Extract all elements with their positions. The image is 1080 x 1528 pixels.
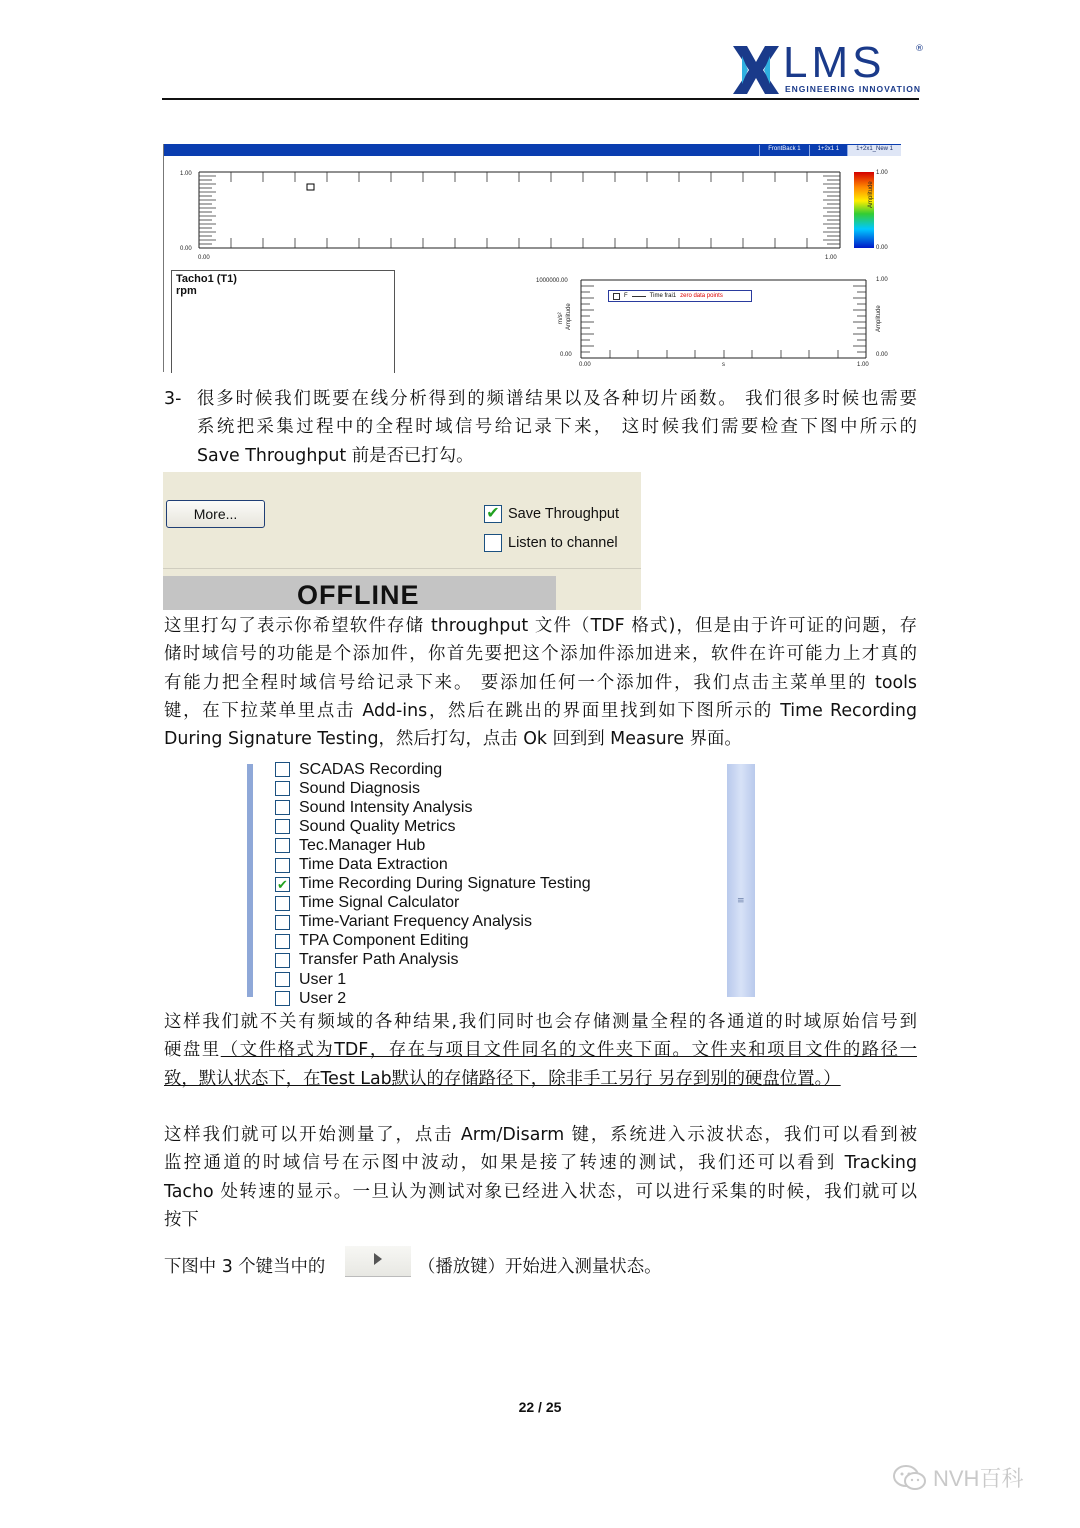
colorbar-label: Amplitude (868, 181, 874, 208)
legend-note: zero data points (680, 293, 723, 299)
paragraph-play-prefix: 下图中 3 个键当中的 (164, 1257, 326, 1277)
tab-1x2-new[interactable]: 1+2x1_New 1 (847, 145, 901, 156)
add-in-checkbox[interactable] (275, 896, 290, 911)
plot-window-screenshot (163, 144, 901, 372)
para1-line-4: 键，在下拉菜单里点击 Add-ins，然后在跳出的界面里找到如下图所示的 Time Recording (164, 700, 917, 721)
para1-line-5: During Signature Testing，然后打勾，点击 Ok 回到到 Measure 界面。 (164, 729, 742, 750)
para3-line-1: 这样我们就可以开始测量了，点击 Arm/Disarm 键，系统进入示波状态，我们可以看到被 (164, 1125, 917, 1145)
legend-line-icon (632, 296, 646, 297)
list-item[interactable] (275, 817, 591, 836)
list-item[interactable] (275, 760, 591, 779)
item-3-text (197, 385, 917, 470)
top-plot-x-right: 1.00 (825, 255, 837, 261)
list-item[interactable] (275, 913, 591, 932)
checkmark-icon: ✔ (486, 505, 500, 522)
bottom-plot-y-top: 1000000.00 (536, 278, 568, 284)
bottom-plot-y-bottom: 0.00 (560, 352, 572, 358)
list-item[interactable] (275, 855, 591, 874)
paragraph-add-ins (164, 612, 917, 753)
bottom-plot-y-unit: m/s² (558, 312, 564, 324)
add-in-label: Time-Variant Frequency Analysis (299, 913, 532, 931)
add-in-checkbox[interactable] (275, 915, 290, 930)
list-item[interactable] (275, 932, 591, 951)
play-button[interactable] (345, 1246, 411, 1277)
list-left-border (247, 764, 253, 997)
legend-series: Time frai1 (649, 293, 677, 299)
offline-status: OFFLINE (297, 580, 420, 610)
save-throughput-row[interactable] (484, 505, 619, 523)
item-3-line-1: 很多时候我们既要在线分析得到的频谱结果以及各种切片函数。 我们很多时候也需要 (197, 389, 917, 409)
add-in-label: Time Signal Calculator (299, 894, 460, 912)
save-throughput-checkbox[interactable] (484, 505, 502, 523)
bottom-plot-y-label: Amplitude (566, 303, 572, 330)
header-rule (162, 98, 919, 100)
watermark (893, 1462, 1023, 1493)
para3-line-4: 按下 (164, 1209, 199, 1230)
add-in-checkbox[interactable] (275, 800, 290, 815)
para2-line-1: 这样我们就不关有频域的各种结果,我们同时也会存储测量全程的各通道的时域原始信号到 (164, 1012, 917, 1032)
colorbar-top: 1.00 (876, 170, 888, 176)
lms-logo (733, 38, 924, 96)
para2-line-2-prefix: 硬盘里 (164, 1040, 221, 1061)
list-scrollbar[interactable] (727, 764, 755, 997)
more-button[interactable]: More... (166, 500, 265, 528)
lms-logo-mark-icon (733, 46, 779, 94)
add-in-checkbox[interactable] (275, 991, 290, 1006)
listen-to-channel-checkbox[interactable] (484, 534, 502, 552)
save-throughput-label: Save Throughput (508, 506, 619, 522)
bottom-plot-x-unit: s (722, 362, 725, 368)
list-item[interactable] (275, 894, 591, 913)
add-in-checkbox[interactable] (275, 838, 290, 853)
bottom-plot-x-left: 0.00 (579, 362, 591, 368)
add-in-checkbox[interactable] (275, 819, 290, 834)
add-in-label: Sound Intensity Analysis (299, 798, 473, 816)
add-in-label: SCADAS Recording (299, 760, 443, 778)
add-in-label: Transfer Path Analysis (299, 951, 459, 969)
add-in-label: User 1 (299, 970, 347, 988)
bottom-plot (164, 272, 901, 372)
item-3-line-3: Save Throughput 前是否已打勾。 (197, 445, 474, 466)
save-throughput-screenshot (163, 472, 641, 610)
top-plot (164, 156, 901, 284)
listen-to-channel-label: Listen to channel (508, 535, 618, 551)
plot-legend (608, 290, 752, 302)
para2-line-2-underlined: （文件格式为TDF，存在与项目文件同名的文件夹下面。文件夹和项目文件的路径一 (220, 1040, 917, 1061)
add-in-checkbox[interactable] (275, 781, 290, 796)
legend-square-icon (613, 293, 620, 300)
add-in-label: TPA Component Editing (299, 932, 469, 950)
paragraph-play-suffix: （播放键）开始进入测量状态。 (418, 1257, 662, 1277)
logo-tagline: ENGINEERING INNOVATION (785, 84, 921, 94)
add-in-checkbox[interactable] (275, 934, 290, 949)
top-plot-x-left: 0.00 (198, 255, 210, 261)
listen-to-channel-row[interactable] (484, 534, 618, 552)
para1-line-2: 储时域信号的功能是个添加件，你首先要把这个添加件添加进来，软件在许可能力上才真的 (164, 644, 917, 665)
add-in-label: Sound Diagnosis (299, 779, 420, 797)
para2-line-3 (164, 1065, 917, 1093)
add-in-label: Time Recording During Signature Testing (299, 875, 591, 893)
wechat-icon (893, 1464, 927, 1492)
tab-1x2[interactable]: 1+2x1 1 (809, 145, 848, 156)
bottom-plot-right-label: Amplitude (876, 305, 882, 332)
layout-tabs (759, 145, 901, 156)
scrollbar-grip-icon: ≡ (737, 896, 745, 906)
add-in-label: Time Data Extraction (299, 856, 448, 874)
top-plot-y-top: 1.00 (180, 171, 192, 177)
add-ins-list-screenshot (247, 760, 771, 1007)
add-in-checkbox[interactable] (275, 972, 290, 987)
add-in-checkbox[interactable] (275, 858, 290, 873)
paragraph-arm-disarm (164, 1121, 917, 1234)
add-in-label: Tec.Manager Hub (299, 836, 426, 854)
add-in-checkbox[interactable] (275, 762, 290, 777)
add-ins-list (275, 760, 591, 1008)
list-item[interactable] (275, 836, 591, 855)
add-in-checkbox[interactable] (275, 953, 290, 968)
para1-line-1: 这里打勾了表示你希望软件存储 throughput 文件（TDF 格式)，但是由于许可证的问题，存 (164, 616, 917, 636)
item-3-line-2: 系统把采集过程中的全程时域信号给记录下来， 这时候我们需要检查下图中所示的 (197, 417, 917, 438)
para3-line-2: 监控通道的时域信号在示图中波动，如果是接了转速的测试，我们还可以看到 Tracking (164, 1153, 917, 1174)
paragraph-tdf-storage (164, 1008, 917, 1093)
colorbar-bottom: 0.00 (876, 245, 888, 251)
tab-frontback[interactable]: FrontBack 1 (759, 145, 808, 156)
item-number: 3- (164, 389, 182, 409)
legend-f: F (624, 293, 628, 299)
list-item[interactable] (275, 989, 591, 1008)
play-icon (374, 1253, 382, 1265)
para1-line-3: 有能力把全程时域信号给记录下来。 要添加任何一个添加件，我们点击主菜单里的 tools (164, 672, 917, 693)
panel-divider (163, 568, 641, 569)
bottom-plot-right-bottom: 0.00 (876, 352, 888, 358)
list-item[interactable] (275, 970, 591, 989)
bottom-plot-right-top: 1.00 (876, 277, 888, 283)
para2-line-3-underlined: 致，默认状态下，在Test Lab默认的存储路径下，除非手工另行 另存到别的硬盘位置。） (164, 1068, 841, 1089)
list-item[interactable] (275, 779, 591, 798)
tacho-channel-label: Tacho1 (T1) (176, 273, 237, 285)
list-item[interactable] (275, 951, 591, 970)
top-plot-y-bottom: 0.00 (180, 246, 192, 252)
logo-registered-mark: ® (915, 44, 924, 54)
add-in-label: Sound Quality Metrics (299, 817, 456, 835)
logo-wordmark: LMS (783, 38, 886, 87)
watermark-text: NVH百科 (933, 1466, 1024, 1491)
list-item[interactable] (275, 875, 591, 894)
bottom-plot-x-right: 1.00 (857, 362, 869, 368)
para3-line-3: Tacho 处转速的显示。一旦认为测试对象已经进入状态，可以进行采集的时候，我们就可以 (164, 1181, 917, 1202)
page-number: 22 / 25 (518, 1399, 562, 1415)
para2-line-2 (164, 1036, 917, 1064)
list-item[interactable] (275, 798, 591, 817)
tacho-unit-label: rpm (176, 285, 197, 297)
add-in-label: User 2 (299, 989, 347, 1007)
add-in-checkbox[interactable]: ✔ (275, 877, 290, 892)
